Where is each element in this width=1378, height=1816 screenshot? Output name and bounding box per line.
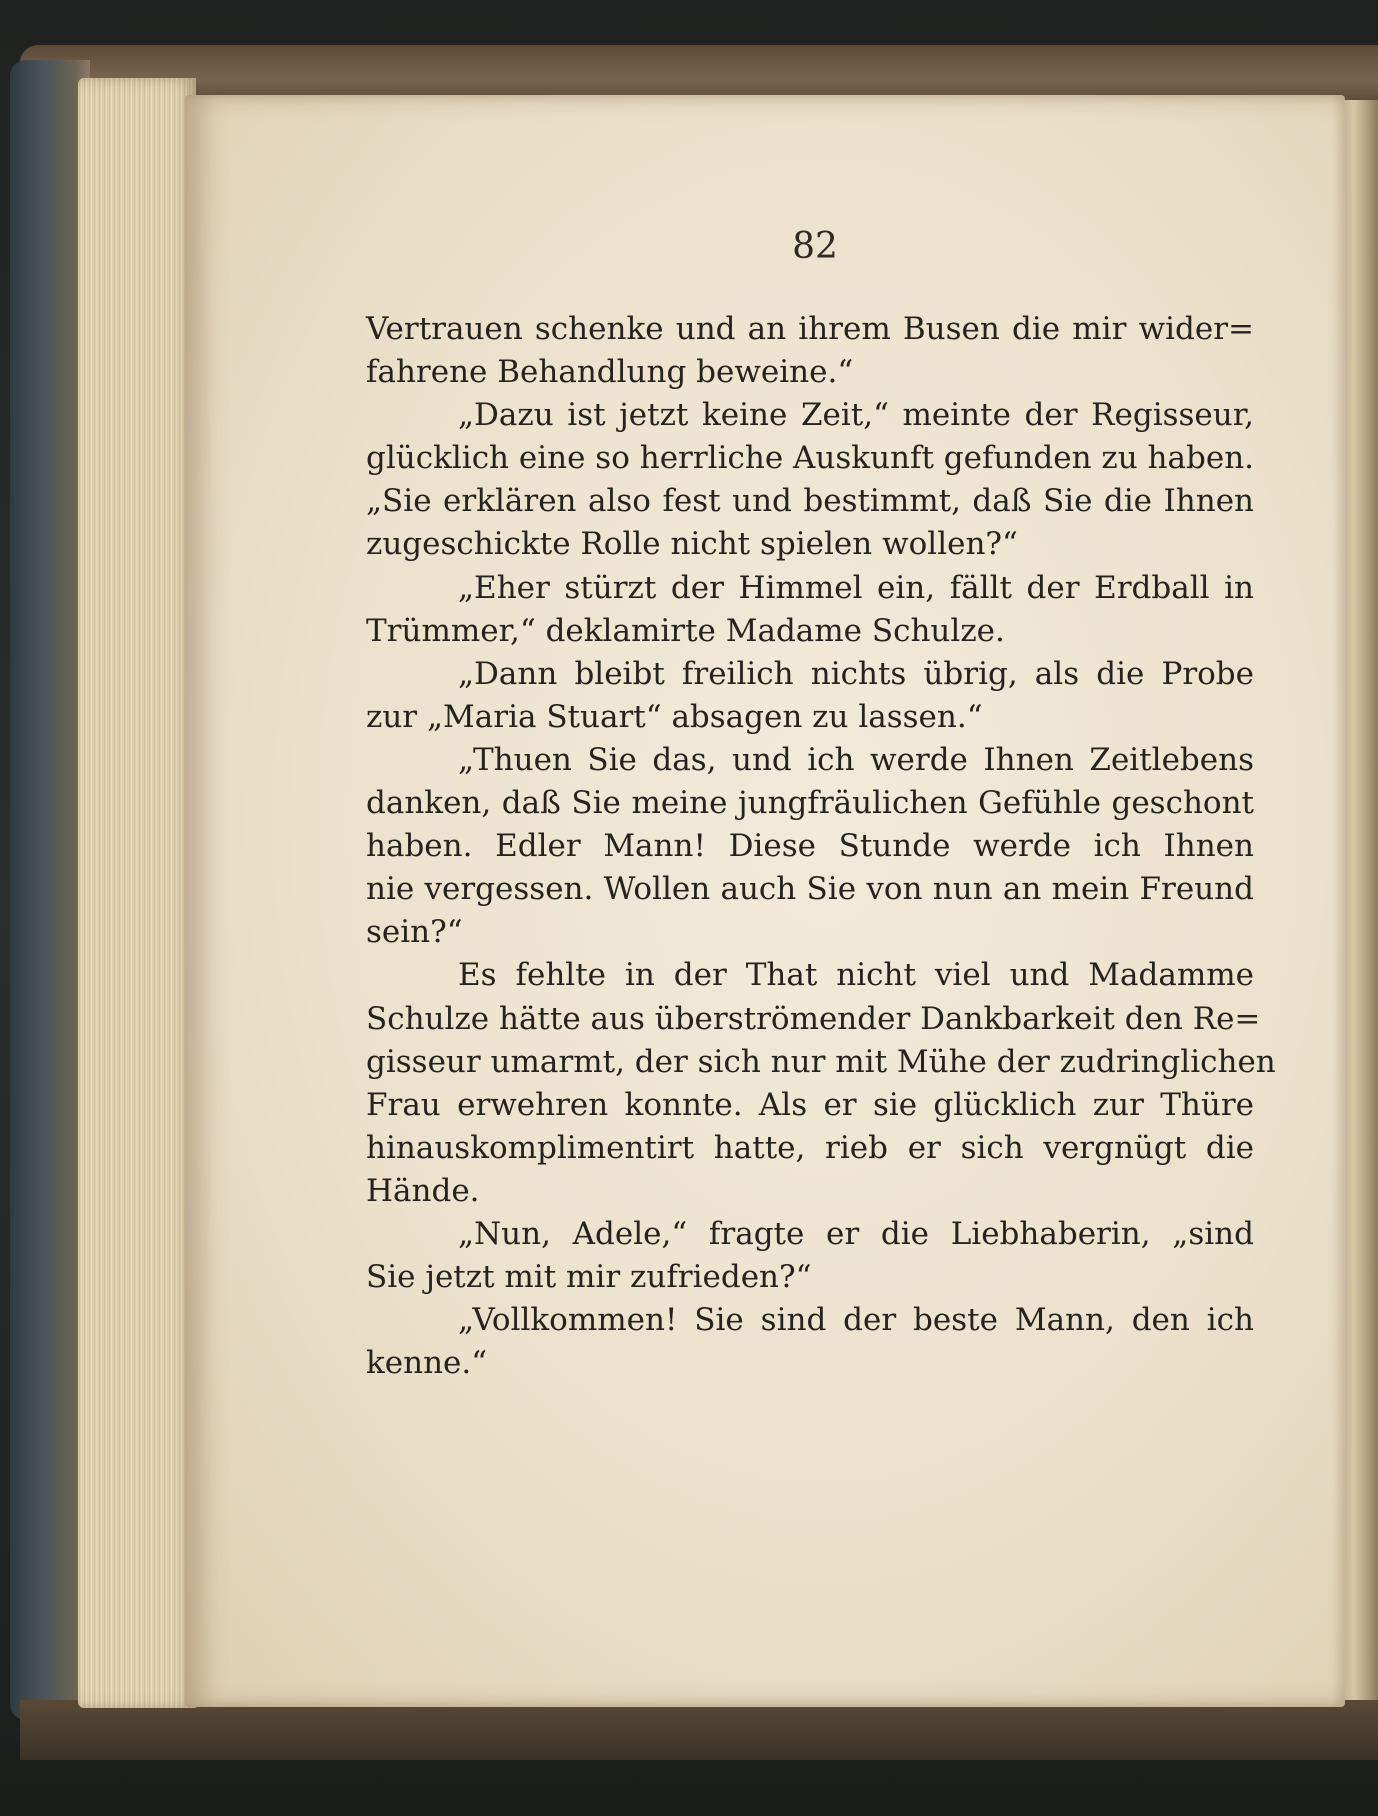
- text-line: Frau erwehren konnte. Als er sie glücklich zur Thüre: [366, 1086, 1254, 1123]
- cover-bottom-edge: [20, 1700, 1378, 1760]
- text-line: zur „Maria Stuart“ absagen zu lassen.“: [366, 698, 983, 735]
- page-stack-edges: [78, 78, 196, 1708]
- text-line: Es fehlte in der That nicht viel und Madamme: [458, 957, 1254, 994]
- text-line: fahrene Behandlung beweine.“: [366, 354, 854, 391]
- page-text-body: [366, 308, 1276, 1385]
- text-line: kenne.“: [366, 1345, 488, 1382]
- page-number: 82: [792, 226, 838, 267]
- text-line: danken, daß Sie meine jungfräulichen Gefühle geschont: [366, 785, 1254, 822]
- text-line: „Dann bleibt freilich nichts übrig, als die Probe: [458, 655, 1254, 692]
- text-line: „Sie erklären also fest und bestimmt, daß Sie die Ihnen: [366, 483, 1254, 520]
- text-line: zugeschickte Rolle nicht spielen wollen?“: [366, 526, 1018, 563]
- text-line: hinauskomplimentirt hatte, rieb er sich vergnügt die: [366, 1129, 1254, 1166]
- text-line: glücklich eine so herrliche Auskunft gefunden zu haben.: [366, 440, 1255, 477]
- text-line: sein?“: [366, 914, 463, 951]
- text-line: „Thuen Sie das, und ich werde Ihnen Zeitlebens: [458, 741, 1254, 778]
- text-line: „Dazu ist jetzt keine Zeit,“ meinte der Regisseur,: [458, 397, 1254, 434]
- text-line: Vertrauen schenke und an ihrem Busen die mir wider=: [366, 311, 1254, 347]
- text-line: haben. Edler Mann! Diese Stunde werde ich Ihnen: [366, 828, 1254, 865]
- text-line: „Vollkommen! Sie sind der beste Mann, den ich: [458, 1302, 1254, 1339]
- text-line: Schulze hätte aus überströmender Dankbarkeit den Re=: [366, 1000, 1261, 1037]
- text-line: Trümmer,“ deklamirte Madame Schulze.: [366, 612, 1005, 649]
- text-line: Sie jetzt mit mir zufrieden?“: [366, 1259, 812, 1296]
- text-line: gisseur umarmt, der sich nur mit Mühe der zudringlichen: [366, 1043, 1276, 1080]
- text-line: nie vergessen. Wollen auch Sie von nun an mein Freund: [366, 871, 1254, 908]
- text-line: „Eher stürzt der Himmel ein, fällt der Erdball in: [458, 569, 1254, 606]
- text-line: Hände.: [366, 1172, 480, 1209]
- text-line: „Nun, Adele,“ fragte er die Liebhaberin, „sind: [458, 1215, 1254, 1252]
